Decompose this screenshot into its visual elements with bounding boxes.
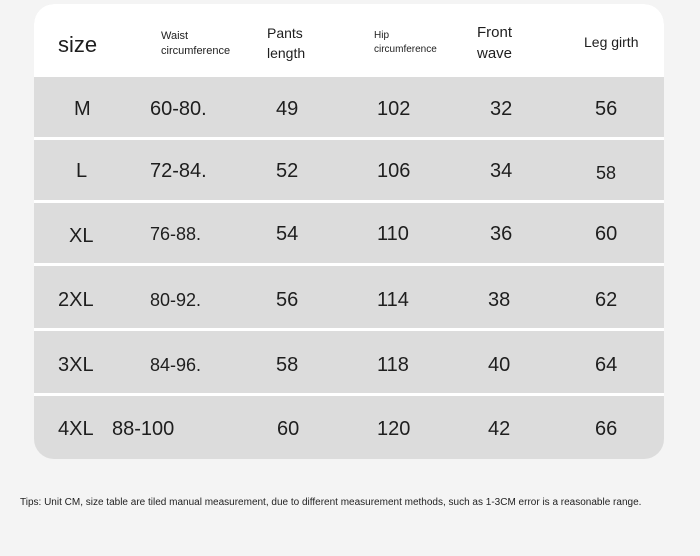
cell-leg-girth: 62 xyxy=(595,289,618,311)
cell-size: 4XL xyxy=(58,418,94,440)
cell-hip: 106 xyxy=(377,160,411,182)
cell-front-wave: 32 xyxy=(490,98,513,120)
cell-hip: 110 xyxy=(377,223,409,245)
header-front-line2: wave xyxy=(477,45,513,62)
cell-pants-length: 60 xyxy=(277,418,300,440)
cell-waist: 60-80. xyxy=(150,98,207,120)
cell-waist: 84-96. xyxy=(150,355,202,375)
table-row xyxy=(34,396,664,459)
table-row xyxy=(34,77,664,140)
cell-size: 3XL xyxy=(58,354,94,376)
cell-pants-length: 52 xyxy=(276,160,299,182)
table-header xyxy=(34,4,664,77)
cell-pants-length: 49 xyxy=(276,98,299,120)
cell-waist: 76-88. xyxy=(150,224,202,244)
header-waist xyxy=(161,29,230,59)
cell-leg-girth: 56 xyxy=(595,98,618,120)
cell-size: M xyxy=(74,98,91,120)
cell-size: XL xyxy=(69,225,94,247)
header-pants-line1: Pants xyxy=(267,25,303,41)
cell-front-wave: 36 xyxy=(490,223,513,245)
header-waist-line1: Waist xyxy=(161,30,189,42)
cell-size: L xyxy=(76,160,88,182)
cell-front-wave: 38 xyxy=(488,289,511,311)
table-row xyxy=(34,203,664,266)
header-front-wave xyxy=(477,22,512,64)
header-hip-line1: Hip xyxy=(374,30,390,41)
header-size: size xyxy=(58,32,98,57)
cell-size: 2XL xyxy=(58,289,94,311)
header-hip xyxy=(374,29,437,57)
table-row xyxy=(34,331,664,396)
size-chart-table xyxy=(34,4,664,459)
cell-front-wave: 40 xyxy=(488,354,511,376)
cell-waist: 88-100 xyxy=(112,418,175,440)
cell-waist: 80-92. xyxy=(150,290,202,310)
header-leg-girth: Leg girth xyxy=(584,34,639,50)
header-waist-line2: circumference xyxy=(161,45,231,57)
cell-leg-girth: 60 xyxy=(595,223,618,245)
cell-front-wave: 42 xyxy=(488,418,511,440)
cell-hip: 120 xyxy=(377,418,411,440)
table-row xyxy=(34,140,664,203)
header-pants-line2: length xyxy=(267,45,306,61)
header-hip-line2: circumference xyxy=(374,44,437,55)
cell-leg-girth: 64 xyxy=(595,354,618,376)
header-pants-length xyxy=(267,23,305,63)
cell-hip: 102 xyxy=(377,98,411,120)
tips-note: Tips: Unit CM, size table are tiled manual measurement, due to different measurement methods, such as 1-3CM error is a reasonable range. xyxy=(20,497,642,508)
header-front-line1: Front xyxy=(477,24,513,41)
cell-front-wave: 34 xyxy=(490,160,513,182)
table-row xyxy=(34,266,664,331)
cell-pants-length: 56 xyxy=(276,289,299,311)
cell-hip: 114 xyxy=(377,289,409,311)
cell-waist: 72-84. xyxy=(150,160,207,182)
cell-hip: 118 xyxy=(377,354,409,376)
cell-pants-length: 58 xyxy=(276,354,299,376)
cell-pants-length: 54 xyxy=(276,223,299,245)
cell-leg-girth: 66 xyxy=(595,418,618,440)
cell-leg-girth: 58 xyxy=(596,163,617,183)
